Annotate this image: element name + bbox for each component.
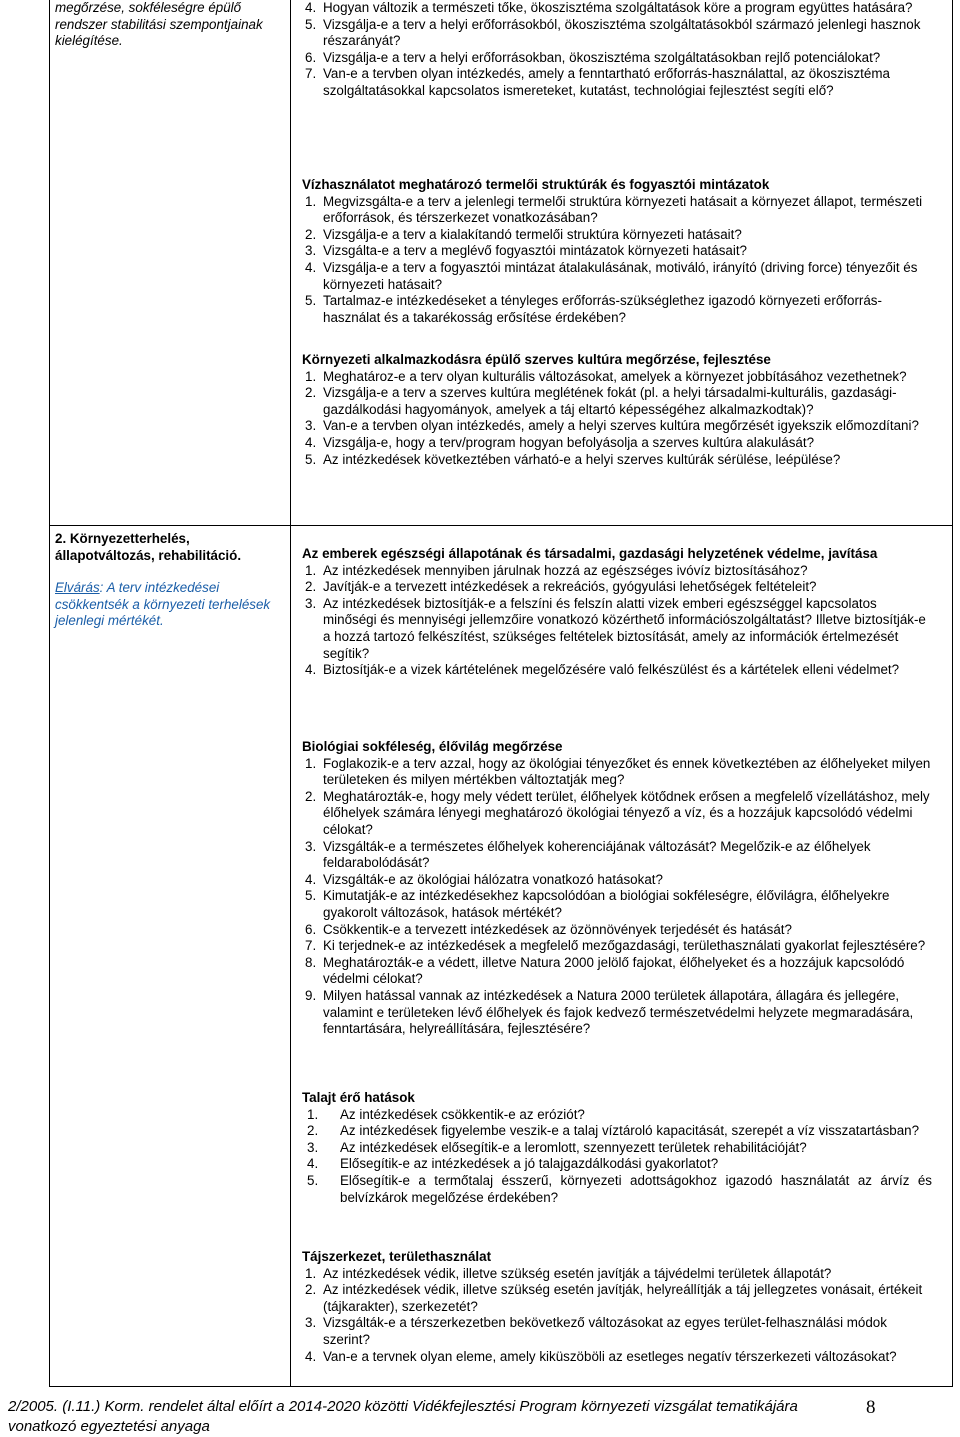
list-item: 2. Meghatározták-e, hogy mely védett terület, élőhelyek kötődnek erősen a megfelelő vízellátáshoz, mely élőhelyek számára lényegi meghatározó ökológiai tényező a víz, és a hozzájuk kapcsolódó védelmi célokat?	[305, 788, 930, 837]
section-heading: Tájszerkezet, területhasználat	[302, 1249, 492, 1264]
list-item: 6. Vizsgálja-e a terv a helyi erőforrásokban, ökoszisztéma szolgáltatásokban rejlő potenciálokat?	[305, 49, 881, 65]
list-item: 3. Vizsgálták-e a természetes élőhelyek koherenciájának változását? Megelőzik-e az élőhelyek feldarabolódását?	[305, 838, 871, 871]
table-right-border	[952, 0, 953, 1386]
list-item: 5. Kimutatják-e az intézkedésekhez kapcsolódóan a biológiai sokféleségre, élővilágra, élőhelyekre gyakorolt változások, hatások mértékét?	[305, 888, 890, 920]
list-item: 5. Vizsgálja-e a terv a helyi erőforrásokból, ökoszisztéma szolgáltatásokból származó jelenlegi hasznok részarányát?	[305, 16, 921, 49]
left-column-top-text: megőrzése, sokféleségre épülő rendszer stabilitási szempontjainak kielégítése.	[55, 0, 263, 49]
list-item: 9. Milyen hatással vannak az intézkedések a Natura 2000 területek állapotára, állagára és jellegére, valamint e területeken lévő élőhelyek és fajok kedvező természetvédelmi helyzete megmaradására, fenntartására, helyreállítására, fejlesztésére?	[305, 987, 914, 1037]
list-item: 3. Vizsgálták-e a térszerkezetben bekövetkező változásokat az egyes terület-felhasználási módok szerint?	[305, 1315, 887, 1347]
list-item: 4. Elősegítik-e az intézkedések a jó talajgazdálkodási gyakorlatot?	[307, 1156, 719, 1172]
section-heading: Az emberek egészségi állapotának és társadalmi, gazdasági helyzetének védelme, javítása	[302, 546, 878, 561]
section-organic-culture	[302, 352, 932, 468]
list-item: 2. Javítják-e a tervezett intézkedések a rekreációs, gyógyulási lehetőségek feltételeit?	[305, 579, 817, 595]
list-item: 5. Az intézkedések következtében várható-e a helyi szerves kultúrák sérülése, leépülése?	[305, 451, 841, 467]
list-item: 1. Meghatároz-e a terv olyan kulturális változásokat, amelyek a környezet jobbításához vezethetnek?	[305, 368, 907, 384]
expectation	[55, 580, 275, 630]
list-item: 5. Tartalmaz-e intézkedéseket a tényleges erőforrás-szükséglethez igazodó környezeti erőforrás-használat és a takarékosság erősítése érdekében?	[305, 293, 882, 325]
section-landscape	[302, 1249, 932, 1365]
list-item: 7. Ki terjednek-e az intézkedések a megfelelő mezőgazdasági, területhasználati gyakorlat fejlesztésére?	[305, 938, 926, 954]
section-heading: Környezeti alkalmazkodásra épülő szerves kultúra megőrzése, fejlesztése	[302, 352, 771, 367]
list-item: 5. Elősegítik-e a termőtalaj ésszerű, környezeti adottságokhoz igazodó használatát az árvíz és belvízkárok megelőzése érdekében?	[307, 1172, 932, 1205]
section-human-health	[302, 546, 932, 679]
list-item: 6. Csökkentik-e a tervezett intézkedések az özönnövények terjedését és hatását?	[305, 921, 792, 937]
list-item: 3. Az intézkedések elősegítik-e a leromlott, szennyezett területek rehabilitációját?	[307, 1139, 807, 1155]
page-footer: 2/2005. (I.11.) Korm. rendelet által előírt a 2014-2020 közötti Vidékfejlesztési Program környezeti vizsgálat tematikájára vonatkozó egyeztetési anyaga	[8, 1398, 798, 1435]
table-row-divider	[49, 525, 953, 526]
list-item: 3. Az intézkedések biztosítják-e a felszíni és felszín alatti vizek emberi egészséggel kapcsolatos minőségi és mennyiségi jellemzőire vonatkozó közérthető információszolgáltatást? Illetve biztosítják-e a hozzá tartozó felkészítést, szükséges feltételek biztosítását, amely az információk értelmezését segítik?	[305, 595, 926, 661]
list-item: 2. Az intézkedések védik, illetve szükség esetén javítják, helyreállítják a táj jellegzetes vonásait, értékeit (tájkarakter), szerkezetét?	[305, 1282, 923, 1314]
list-item: 4. Biztosítják-e a vizek kártételének megelőzésére való felkészülést és a kártételek elleni védelmet?	[305, 662, 900, 678]
list-item: 3. Vizsgálta-e a terv a meglévő fogyasztói mintázatok környezeti hatásait?	[305, 243, 748, 259]
list-item: 1. Megvizsgálta-e a terv a jelenlegi termelői struktúra környezeti hatásait a környezet állapot, természeti erőforrások, és térszerkezet vonatkozásában?	[305, 193, 923, 226]
list-item: 4. Hogyan változik a természeti tőke, ökoszisztéma szolgáltatások köre a program együttes hatására?	[305, 0, 913, 15]
list-item: 4. Van-e a tervnek olyan eleme, amely kiküszöböli az esetleges negatív térszerkezeti változásokat?	[305, 1348, 897, 1364]
section-heading: Vízhasználatot meghatározó termelői struktúrák és fogyasztói mintázatok	[302, 177, 770, 192]
left-column-section	[55, 531, 275, 630]
section-soil	[302, 1090, 932, 1206]
page-number: 8	[866, 1397, 876, 1418]
list-item: 2. Vizsgálja-e a terv a kialakítandó termelői struktúra környezeti hatásait?	[305, 226, 742, 242]
list-item: 1. Foglakozik-e a terv azzal, hogy az ökológiai tényezőket és ennek következtében az élőhelyeket milyen területeken és milyen mértékben változtatják meg?	[305, 755, 931, 788]
table-column-divider	[290, 0, 291, 1386]
list-item: 4. Vizsgálja-e a terv a fogyasztói mintázat átalakulásának, motiváló, irányító (driving force) tényezőit és környezeti hatásait?	[305, 259, 918, 292]
intro-list	[302, 0, 932, 100]
list-item: 4. Vizsgálja-e, hogy a terv/program hogyan befolyásolja a szerves kultúra alakulását?	[305, 434, 815, 450]
list-item: 1. Az intézkedések védik, illetve szükség esetén javítják a tájvédelmi területek állapotát?	[305, 1265, 832, 1281]
table-left-border	[49, 0, 50, 1386]
expectation-text: : A terv intézkedései csökkentsék a környezeti terhelések jelenlegi mértékét.	[55, 580, 271, 629]
list-item: 1. Az intézkedések csökkentik-e az eróziót?	[307, 1106, 585, 1122]
list-item: 2. Az intézkedések figyelembe veszik-e a talaj víztároló kapacitását, szerepét a víz visszatartásban?	[307, 1123, 920, 1139]
list-item: 8. Meghatározták-e a védett, illetve Natura 2000 jelölő fajokat, élőhelyeket és a hozzájuk kapcsolódó védelmi célokat?	[305, 954, 905, 987]
section-biodiversity	[302, 739, 932, 1038]
list-item: 3. Van-e a tervben olyan intézkedés, amely a helyi szerves kultúra megőrzését igyekszik előmozdítani?	[305, 418, 919, 434]
list-item: 4. Vizsgálták-e az ökológiai hálózatra vonatkozó hatásokat?	[305, 871, 663, 887]
list-item: 7. Van-e a tervben olyan intézkedés, amely a fenntartható erőforrás-használattal, az ökoszisztéma szolgáltatásokkal kapcsolatos ismereteket, kutatást, technológiai fejlesztést segíti elő?	[305, 66, 890, 98]
expectation-label: Elvárás	[55, 580, 100, 596]
section-title: 2. Környezetterhelés, állapotváltozás, rehabilitáció.	[55, 531, 242, 563]
section-heading: Biológiai sokféleség, élővilág megőrzése	[302, 739, 563, 754]
table-bottom-border	[49, 1386, 953, 1387]
list-item: 2. Vizsgálja-e a terv a szerves kultúra meglétének fokát (pl. a helyi társadalmi-kulturális, gazdasági-gazdálkodási hagyományok, amelyek a táj eltartó képességéhez alkalmazkodtak)?	[305, 385, 897, 417]
section-water-use	[302, 177, 932, 326]
section-heading: Talajt érő hatások	[302, 1090, 415, 1105]
list-item: 1. Az intézkedések mennyiben járulnak hozzá az egészséges ivóvíz biztosításához?	[305, 562, 808, 578]
